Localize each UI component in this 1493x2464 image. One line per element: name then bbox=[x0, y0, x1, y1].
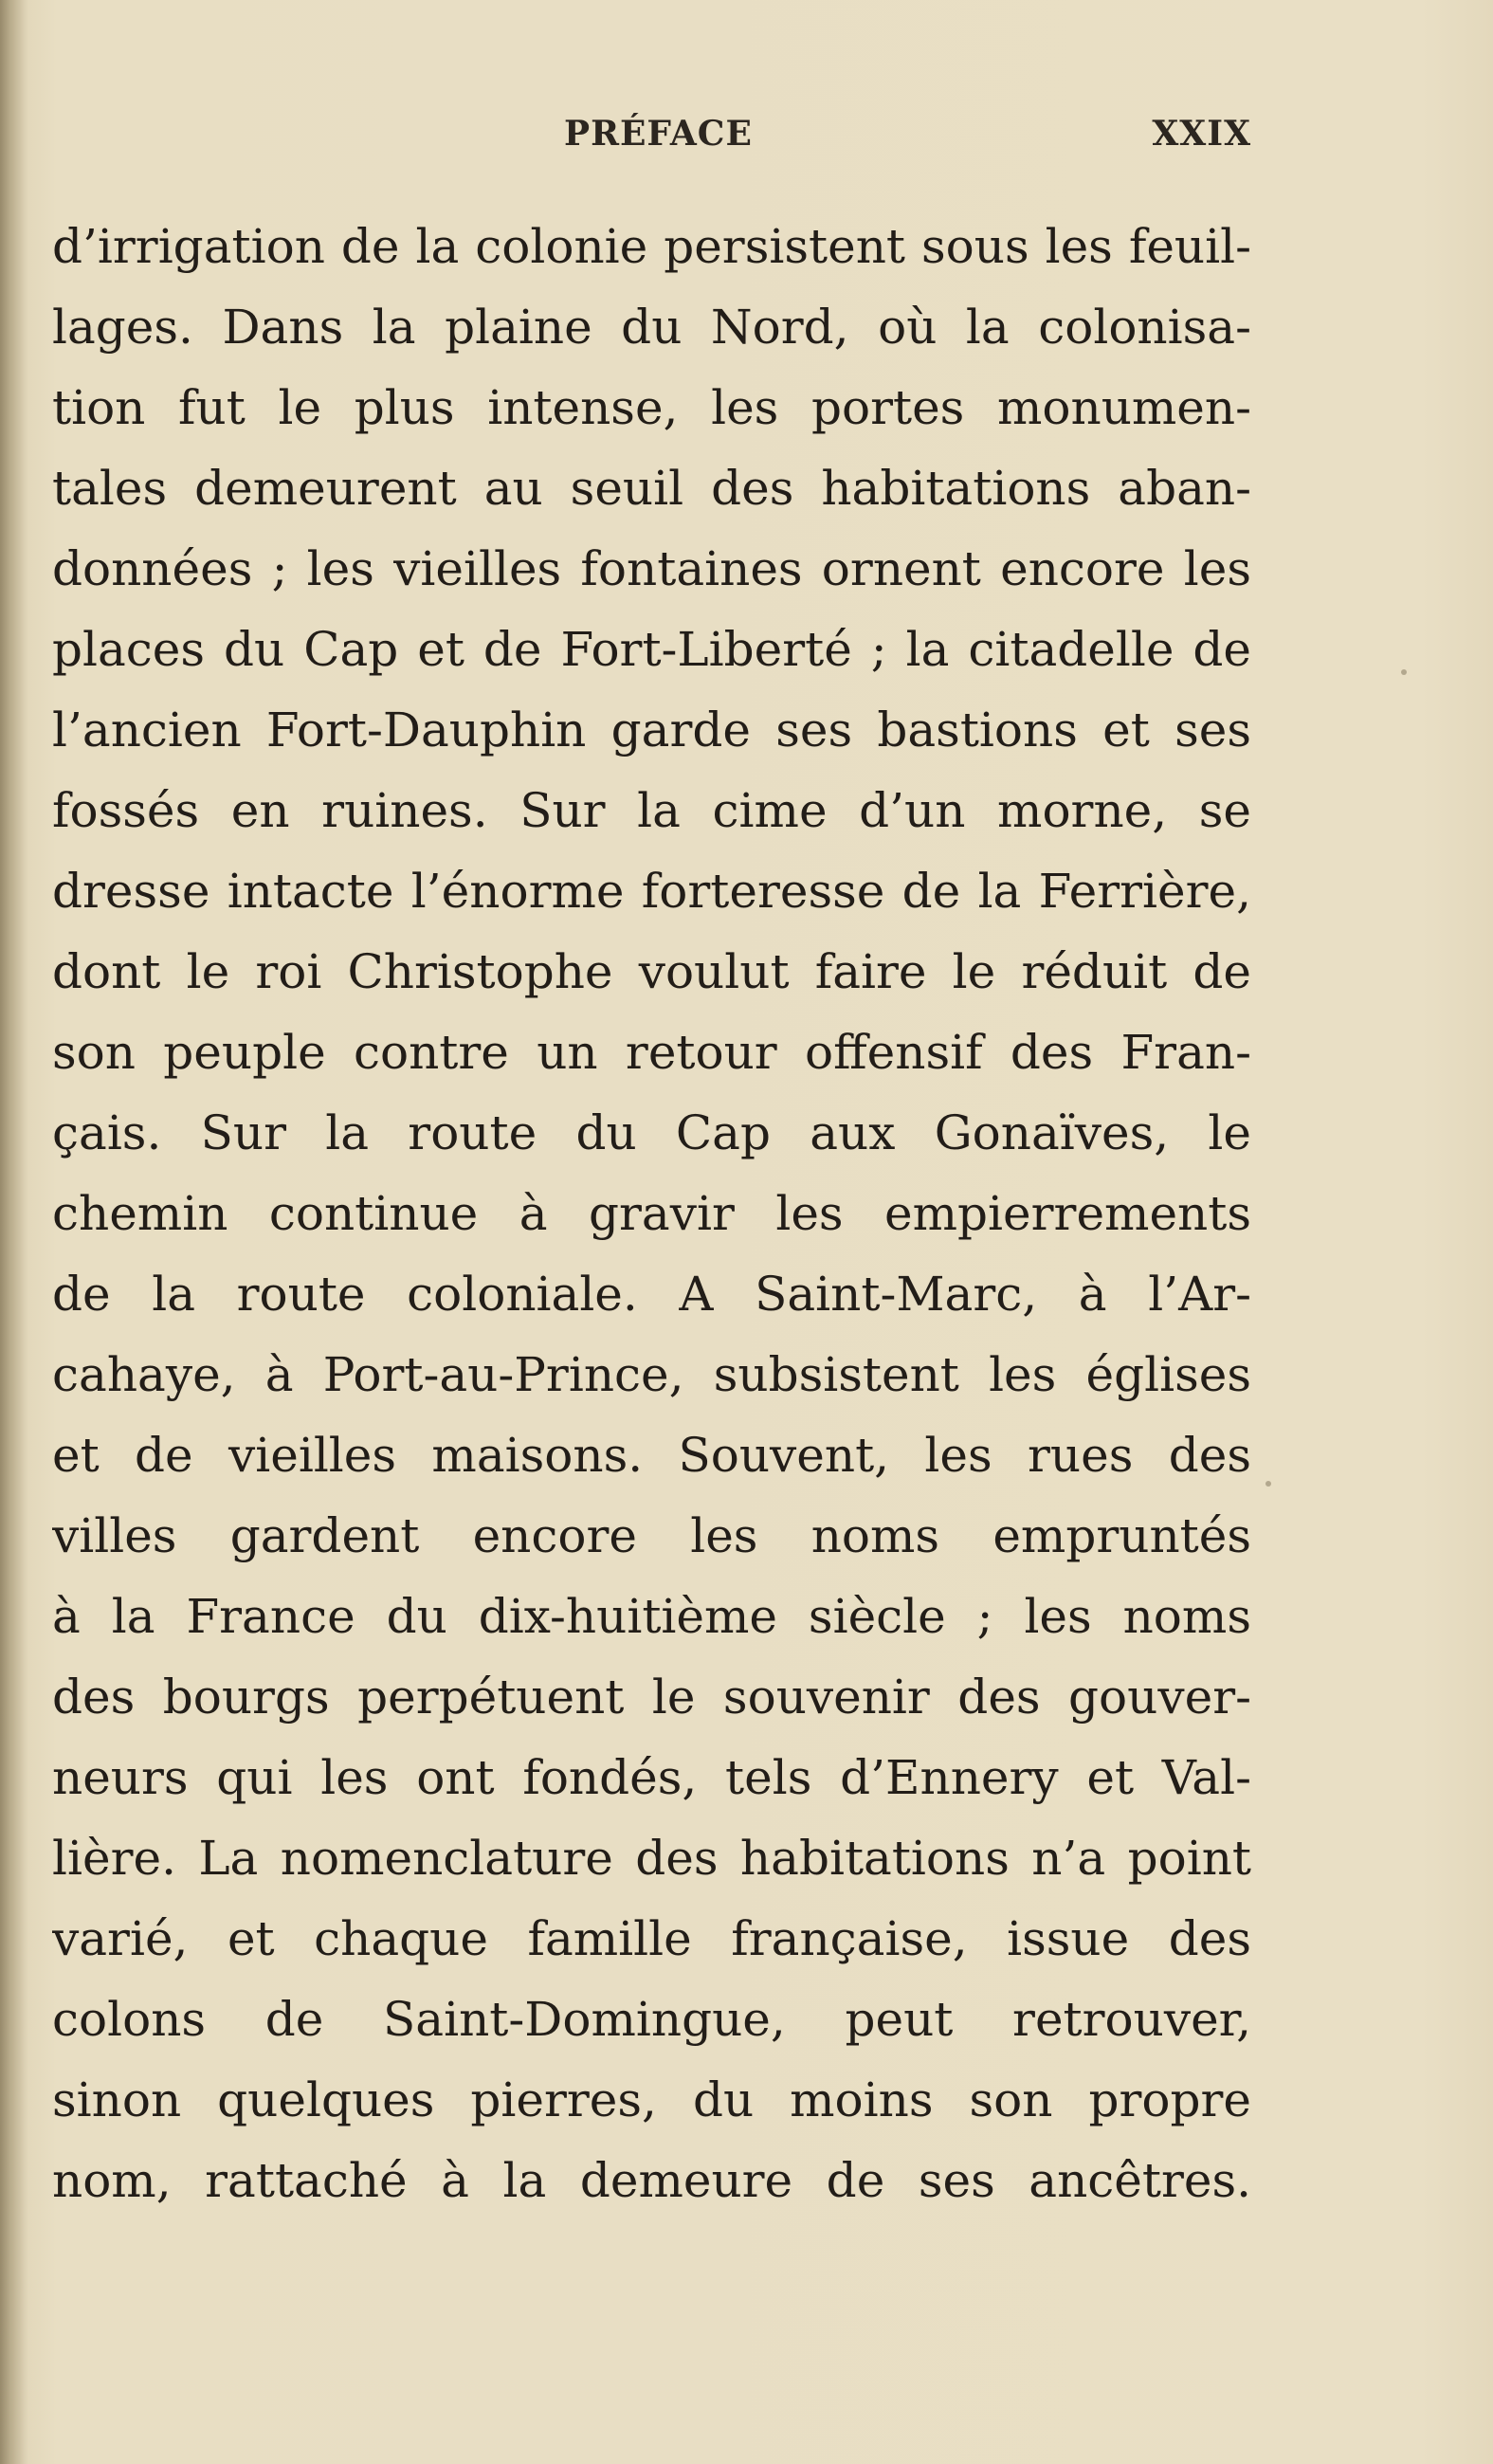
text-line: lages. Dans la plaine du Nord, où la colonisa- bbox=[52, 300, 1251, 355]
text-line: tales demeurent au seuil des habitations aban- bbox=[52, 461, 1251, 516]
body-text bbox=[52, 207, 1251, 2221]
text-line: dont le roi Christophe voulut faire le réduit de bbox=[52, 944, 1251, 999]
text-line: varié, et chaque famille française, issue des bbox=[52, 1911, 1251, 1966]
text-line: données ; les vieilles fontaines ornent encore les bbox=[52, 541, 1251, 596]
text-line: tion fut le plus intense, les portes monumen- bbox=[52, 380, 1251, 435]
text-line: villes gardent encore les noms empruntés bbox=[52, 1508, 1251, 1563]
paper-speck bbox=[1265, 1481, 1271, 1487]
text-line: çais. Sur la route du Cap aux Gonaïves, le bbox=[52, 1105, 1251, 1160]
text-line: cahaye, à Port-au-Prince, subsistent les églises bbox=[52, 1347, 1251, 1402]
text-line: sinon quelques pierres, du moins son propre bbox=[52, 2072, 1251, 2127]
text-line: places du Cap et de Fort-Liberté ; la citadelle de bbox=[52, 622, 1251, 677]
text-line-last: nom, rattaché à la demeure de ses ancêtres. bbox=[52, 2153, 1251, 2208]
text-line: et de vieilles maisons. Souvent, les rues des bbox=[52, 1428, 1251, 1483]
running-title: PRÉFACE bbox=[564, 114, 753, 154]
text-line: colons de Saint-Domingue, peut retrouver, bbox=[52, 1992, 1251, 2047]
paper-speck bbox=[1401, 669, 1407, 675]
text-line: d’irrigation de la colonie persistent sous les feuil- bbox=[52, 219, 1251, 274]
text-line: dresse intacte l’énorme forteresse de la Ferrière, bbox=[52, 864, 1251, 919]
text-line: chemin continue à gravir les empierrements bbox=[52, 1186, 1251, 1241]
text-line: à la France du dix-huitième siècle ; les noms bbox=[52, 1589, 1251, 1644]
text-line: l’ancien Fort-Dauphin garde ses bastions et ses bbox=[52, 703, 1251, 757]
text-line: fossés en ruines. Sur la cime d’un morne, se bbox=[52, 783, 1251, 838]
text-line: son peuple contre un retour offensif des Fran- bbox=[52, 1025, 1251, 1080]
text-line: des bourgs perpétuent le souvenir des gouver- bbox=[52, 1670, 1251, 1725]
page-header bbox=[52, 114, 1251, 161]
text-line: lière. La nomenclature des habitations n’a point bbox=[52, 1831, 1251, 1886]
page-number: XXIX bbox=[1152, 114, 1251, 154]
text-line: de la route coloniale. A Saint-Marc, à l’Ar- bbox=[52, 1267, 1251, 1322]
binding-shadow bbox=[0, 0, 28, 2464]
text-line: neurs qui les ont fondés, tels d’Ennery et Val- bbox=[52, 1750, 1251, 1805]
